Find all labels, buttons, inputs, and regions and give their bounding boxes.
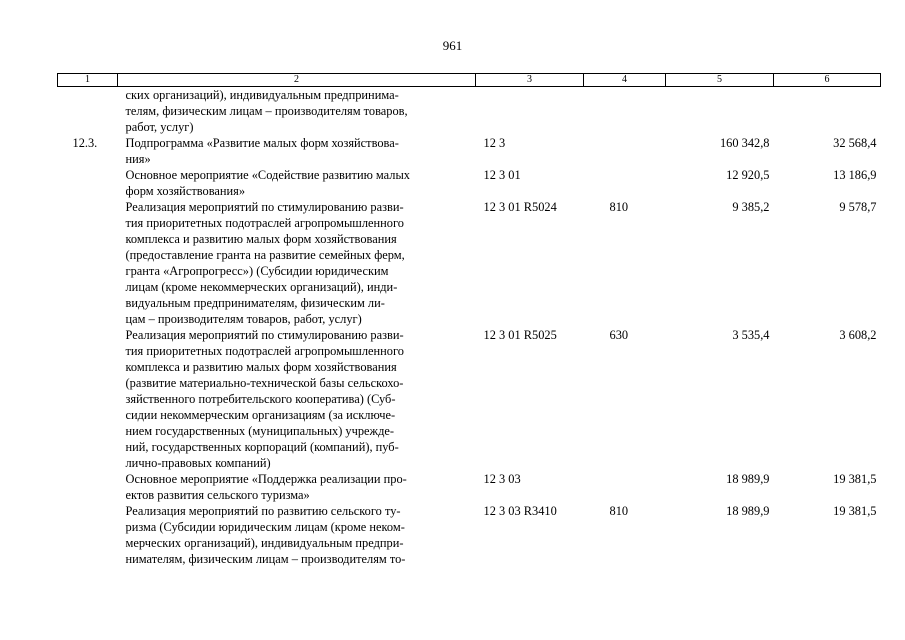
column-header: 5 <box>666 74 774 87</box>
row-number <box>58 503 118 567</box>
column-header: 2 <box>118 74 476 87</box>
row-name <box>118 167 476 199</box>
row-amount-col5 <box>666 87 774 136</box>
row-code: 12 3 01 R5025 <box>483 328 557 342</box>
row-number <box>58 199 118 327</box>
table-row <box>58 471 881 503</box>
column-header: 3 <box>476 74 584 87</box>
row-name-line: ний, государственных корпораций (компаний), пуб- <box>125 440 399 454</box>
column-header: 4 <box>584 74 666 87</box>
row-name-line: телям, физическим лицам – производителям товаров, <box>125 104 408 118</box>
row-code: 12 3 03 <box>483 472 521 486</box>
row-name-line: работ, услуг) <box>125 120 194 134</box>
row-name <box>118 503 476 567</box>
row-expense-type <box>584 135 666 167</box>
row-name-line: тия приоритетных подотраслей агропромышленного <box>125 344 404 358</box>
row-amount-col6: 19 381,5 <box>833 472 877 486</box>
row-expense-type: 810 <box>609 200 629 214</box>
row-name <box>118 471 476 503</box>
row-amount-col5: 18 989,9 <box>726 504 770 518</box>
row-amount-col6: 32 568,4 <box>833 136 877 150</box>
row-name-line: мерческих организаций), индивидуальным предпри- <box>125 536 404 550</box>
row-name-line: комплекса и развитию малых форм хозяйствования <box>125 360 397 374</box>
row-amount-col6 <box>774 87 881 136</box>
row-name-line: Реализация мероприятий по стимулированию разви- <box>125 328 404 342</box>
row-name-line: зяйственного потребительского кооператива) (Суб- <box>125 392 396 406</box>
row-amount-col6: 19 381,5 <box>833 504 877 518</box>
row-name-line: Основное мероприятие «Поддержка реализации про- <box>125 472 407 486</box>
table-header-row <box>58 74 881 87</box>
row-name-line: форм хозяйствования» <box>125 184 246 198</box>
row-number: 12.3. <box>72 136 98 150</box>
page-number: 961 <box>442 38 463 53</box>
row-name <box>118 87 476 136</box>
row-expense-type <box>584 167 666 199</box>
row-name-line: ния» <box>125 152 151 166</box>
row-name-line: Основное мероприятие «Содействие развитию малых <box>125 168 410 182</box>
row-name <box>118 135 476 167</box>
row-amount-col6: 9 578,7 <box>839 200 877 214</box>
row-name <box>118 199 476 327</box>
row-name-line: видуальным предпринимателям, физическим ли- <box>125 296 385 310</box>
row-name-line: цам – производителям товаров, работ, услуг) <box>125 312 362 326</box>
row-name-line: (предоставление гранта на развитие семейных ферм, <box>125 248 405 262</box>
row-expense-type: 630 <box>609 328 629 342</box>
table-body <box>58 87 881 568</box>
row-expense-type <box>584 471 666 503</box>
row-expense-type: 810 <box>609 504 629 518</box>
table-row <box>58 135 881 167</box>
table-row <box>58 503 881 567</box>
row-name-line: Подпрограмма «Развитие малых форм хозяйствова- <box>125 136 399 150</box>
row-amount-col5: 18 989,9 <box>726 472 770 486</box>
row-number <box>58 167 118 199</box>
row-name-line: лично-правовых компаний) <box>125 456 271 470</box>
row-code <box>476 87 584 136</box>
row-amount-col6: 13 186,9 <box>833 168 877 182</box>
row-number <box>58 471 118 503</box>
row-amount-col5: 9 385,2 <box>732 200 770 214</box>
column-header: 6 <box>774 74 881 87</box>
row-code: 12 3 03 R3410 <box>483 504 557 518</box>
row-name-line: комплекса и развитию малых форм хозяйствования <box>125 232 397 246</box>
row-name-line: (развитие материально-технической базы сельскохо- <box>125 376 404 390</box>
row-name-line: гранта «Агропрогресс») (Субсидии юридическим <box>125 264 389 278</box>
row-name-line: лицам (кроме некоммерческих организаций), инди- <box>125 280 398 294</box>
row-name <box>118 327 476 471</box>
row-code: 12 3 01 R5024 <box>483 200 557 214</box>
row-code: 12 3 01 <box>483 168 521 182</box>
table-row <box>58 327 881 471</box>
row-number <box>58 327 118 471</box>
row-number <box>58 87 118 136</box>
row-amount-col5: 12 920,5 <box>726 168 770 182</box>
row-name-line: сидии некоммерческим организациям (за исключе- <box>125 408 396 422</box>
budget-table <box>57 73 881 567</box>
row-name-line: нием государственных (муниципальных) учрежде- <box>125 424 395 438</box>
table-row <box>58 87 881 136</box>
row-amount-col6: 3 608,2 <box>839 328 877 342</box>
row-name-line: нимателям, физическим лицам – производителям то- <box>125 552 406 566</box>
row-amount-col5: 160 342,8 <box>719 136 770 150</box>
row-amount-col5: 3 535,4 <box>732 328 770 342</box>
row-expense-type <box>584 87 666 136</box>
row-name-line: тия приоритетных подотраслей агропромышленного <box>125 216 404 230</box>
row-code: 12 3 <box>483 136 506 150</box>
row-name-line: ектов развития сельского туризма» <box>125 488 310 502</box>
row-name-line: Реализация мероприятий по стимулированию разви- <box>125 200 404 214</box>
row-name-line: Реализация мероприятий по развитию сельского ту- <box>125 504 401 518</box>
column-header: 1 <box>58 74 118 87</box>
table-row <box>58 199 881 327</box>
row-name-line: ризма (Субсидии юридическим лицам (кроме неком- <box>125 520 405 534</box>
table-row <box>58 167 881 199</box>
row-name-line: ских организаций), индивидуальным предпринима- <box>125 88 399 102</box>
